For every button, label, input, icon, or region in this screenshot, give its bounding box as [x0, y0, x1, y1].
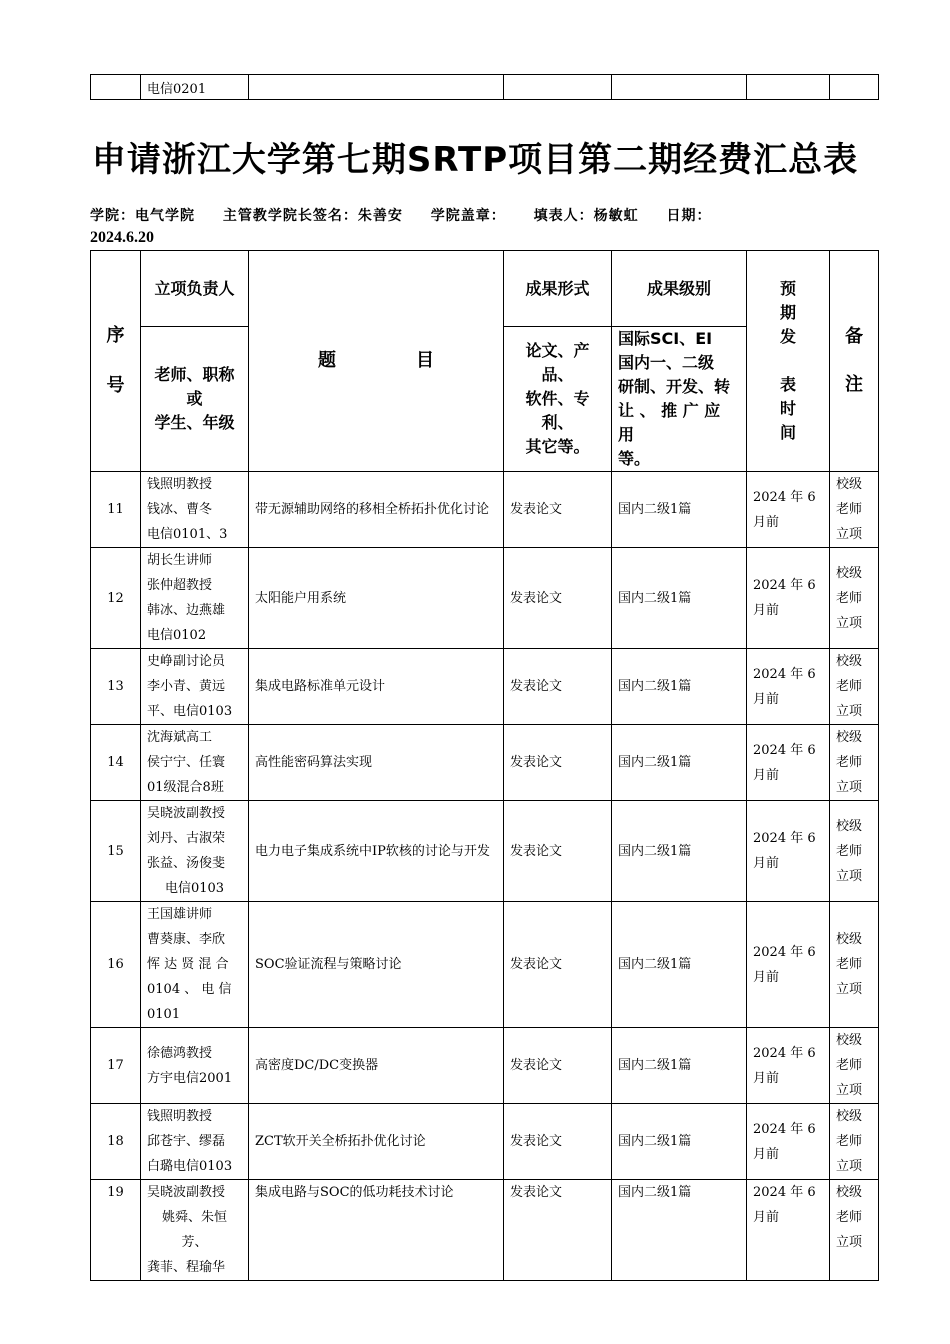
table-row: [91, 1028, 879, 1104]
leader-line: 李小青、黄远: [147, 679, 226, 694]
filler-field: 填表人：杨敏虹: [533, 208, 639, 224]
leader-subheader: [141, 327, 249, 472]
time-line: 月前: [753, 1210, 780, 1225]
note-line: 立项: [836, 704, 863, 719]
time-line: 月前: [753, 767, 780, 783]
table-row: [91, 902, 879, 1028]
note-line: 校级: [836, 932, 863, 947]
note-line: 立项: [836, 982, 863, 997]
level-cell: 国内二级1篇: [612, 1180, 747, 1281]
dean-signature-field: 主管教学院长签名：朱善安: [222, 208, 403, 224]
level-cell: 国内二级1篇: [612, 472, 747, 548]
note-line: 老师: [836, 755, 863, 770]
note-line: 老师: [836, 1210, 863, 1225]
note-line: 立项: [836, 527, 863, 542]
table-row: [91, 725, 879, 801]
note-line: 立项: [836, 615, 863, 631]
form-cell: 发表论文: [504, 472, 612, 548]
form-subheader-line: 其它等。: [525, 437, 590, 456]
level-cell: 国内二级1篇: [612, 1028, 747, 1104]
note-cell: [830, 548, 879, 649]
level-cell: 国内二级1篇: [612, 548, 747, 649]
row-number: 12: [91, 548, 141, 649]
time-header-line: 间: [779, 423, 796, 442]
note-line: 校级: [836, 477, 863, 492]
topic-header: [249, 251, 504, 472]
time-line: 2024 年 6: [753, 1121, 816, 1137]
note-header-char: 备: [845, 326, 863, 347]
leader-cell: [141, 801, 249, 902]
topic-cell: 集成电路与SOC的低功耗技术讨论: [249, 1180, 504, 1281]
note-line: 立项: [836, 868, 863, 884]
note-line: 校级: [836, 1033, 863, 1048]
topic-cell: ZCT软开关全桥拓扑优化讨论: [249, 1104, 504, 1180]
leader-cell: [141, 1028, 249, 1104]
note-line: 老师: [836, 679, 863, 694]
note-cell: [830, 1028, 879, 1104]
time-line: 月前: [753, 691, 780, 707]
time-header-line: [753, 349, 823, 373]
row-number: 19: [91, 1180, 141, 1281]
form-subheader-line: 软件、专: [525, 389, 590, 408]
time-header-line: 表: [779, 375, 796, 394]
form-cell: 发表论文: [504, 1180, 612, 1281]
note-line: 校级: [836, 1109, 863, 1124]
time-cell: [747, 472, 830, 548]
leader-line: 0101: [147, 1007, 181, 1022]
leader-line: 方宇电信2001: [147, 1070, 233, 1086]
seq-header-char: 号: [106, 375, 125, 396]
leader-line: 王国雄讲师: [147, 907, 213, 922]
leader-line: 史峥副讨论员: [147, 654, 226, 669]
note-line: 老师: [836, 1058, 863, 1073]
time-cell: [747, 725, 830, 801]
level-cell: 国内二级1篇: [612, 725, 747, 801]
time-header-line: 预: [779, 279, 796, 298]
time-cell: [747, 649, 830, 725]
topic-cell: 集成电路标准单元设计: [249, 649, 504, 725]
cell-empty: [747, 75, 830, 100]
college-seal-field: 学院盖章：: [430, 208, 506, 224]
table-row: [91, 649, 879, 725]
leader-line: 徐德鸿教授: [147, 1045, 213, 1061]
note-line: 老师: [836, 590, 863, 606]
note-cell: [830, 649, 879, 725]
topic-header-char: 题: [318, 350, 336, 371]
leader-line: 钱照明教授: [147, 477, 213, 492]
note-line: 立项: [836, 780, 863, 795]
leader-line: 芳、: [181, 1235, 208, 1250]
leader-line: 01级混合8班: [147, 780, 224, 795]
leader-subheader-line: 老师、职称: [154, 365, 235, 384]
leader-subheader-line: 学生、年级: [154, 413, 235, 432]
note-header-char: 注: [845, 374, 863, 395]
cell-empty: [249, 75, 504, 100]
level-cell: 国内二级1篇: [612, 1104, 747, 1180]
leader-line: 吴晓波副教授: [147, 1185, 226, 1200]
time-line: 2024 年 6: [753, 666, 816, 682]
time-cell: [747, 1104, 830, 1180]
note-cell: [830, 801, 879, 902]
leader-cell: [141, 548, 249, 649]
leader-line: 白璐电信0103: [147, 1159, 233, 1174]
leader-line: 韩冰、边燕雄: [147, 603, 226, 618]
leader-line: 钱照明教授: [147, 1109, 213, 1124]
level-cell: 国内二级1篇: [612, 902, 747, 1028]
topic-header-char: 目: [416, 350, 434, 371]
leader-line: 平、电信0103: [147, 704, 233, 719]
leader-line: 电信0101、3: [147, 527, 228, 542]
note-line: 校级: [836, 730, 863, 745]
time-cell: [747, 902, 830, 1028]
table-row: [91, 472, 879, 548]
note-line: 立项: [836, 1083, 863, 1098]
level-cell: 国内二级1篇: [612, 801, 747, 902]
date-label: 日期：: [666, 208, 712, 224]
note-line: 老师: [836, 843, 863, 859]
leader-cell: [141, 902, 249, 1028]
time-header-line: 期: [779, 303, 796, 322]
header-row: [91, 251, 879, 327]
row-number: 14: [91, 725, 141, 801]
table-row: [91, 1180, 879, 1281]
time-line: 月前: [753, 856, 780, 871]
note-line: 立项: [836, 1159, 863, 1174]
leader-cell: [141, 725, 249, 801]
leader-line: 张仲超教授: [147, 578, 213, 593]
note-cell: [830, 1180, 879, 1281]
time-line: 2024 年 6: [753, 489, 816, 505]
time-cell: [747, 1180, 830, 1281]
note-line: 校级: [836, 818, 863, 834]
time-cell: [747, 548, 830, 649]
time-header: [747, 251, 830, 472]
form-cell: 发表论文: [504, 725, 612, 801]
leader-cell: [141, 472, 249, 548]
topic-cell: 太阳能户用系统: [249, 548, 504, 649]
note-line: 老师: [836, 502, 863, 517]
time-header-line: 发: [779, 327, 796, 346]
time-line: 2024 年 6: [753, 578, 816, 593]
row-number: 15: [91, 801, 141, 902]
row-number: 13: [91, 649, 141, 725]
leader-cell: [141, 649, 249, 725]
time-line: 月前: [753, 1146, 780, 1162]
note-line: 老师: [836, 957, 863, 972]
level-subheader-line: 研制、开发、转: [618, 377, 731, 396]
level-subheader-line: 让 、 推 广 应 用: [618, 401, 721, 444]
leader-line: 邱苍宇、缪磊: [147, 1134, 226, 1149]
time-line: 2024 年 6: [753, 1045, 816, 1061]
row-number: 17: [91, 1028, 141, 1104]
level-subheader-line: 国内一、二级: [618, 353, 715, 372]
leader-cell: [141, 1180, 249, 1281]
date-value: 2024.6.20: [90, 229, 154, 246]
level-subheader-line: 等。: [618, 449, 651, 468]
form-cell: 发表论文: [504, 548, 612, 649]
leader-line: 张益、汤俊斐: [147, 856, 226, 871]
leader-line: 刘丹、古淑荣: [147, 831, 226, 846]
project-summary-table: [90, 250, 879, 1281]
form-subheader: [504, 327, 612, 472]
cell-empty: [91, 75, 141, 100]
time-line: 2024 年 6: [753, 1185, 816, 1200]
form-cell: 发表论文: [504, 1028, 612, 1104]
note-cell: [830, 725, 879, 801]
level-cell: 国内二级1篇: [612, 649, 747, 725]
leader-line: 龚菲、程瑜华: [147, 1260, 226, 1275]
form-cell: 发表论文: [504, 649, 612, 725]
form-cell: 发表论文: [504, 1104, 612, 1180]
note-line: 老师: [836, 1134, 863, 1149]
seq-header-char: 序: [106, 325, 125, 346]
time-line: 2024 年 6: [753, 831, 816, 846]
table-row: [91, 548, 879, 649]
leader-subheader-line: 或: [186, 389, 203, 408]
level-subheader-line: 国际SCI、EI: [618, 329, 713, 348]
time-line: 月前: [753, 603, 780, 618]
note-line: 校级: [836, 654, 863, 669]
topic-cell: SOC验证流程与策略讨论: [249, 902, 504, 1028]
form-cell: 发表论文: [504, 902, 612, 1028]
cell-empty: [612, 75, 747, 100]
note-cell: [830, 472, 879, 548]
topic-cell: 高密度DC/DC变换器: [249, 1028, 504, 1104]
leader-line: 钱冰、曹冬: [147, 502, 213, 517]
table-row: [91, 75, 879, 100]
note-line: 立项: [836, 1235, 863, 1250]
time-cell: [747, 801, 830, 902]
leader-cell: [141, 1104, 249, 1180]
level-subheader: [612, 327, 747, 472]
leader-line: 电信0102: [147, 628, 207, 643]
leader-line: 胡长生讲师: [147, 553, 213, 568]
form-subheader-line: 论文、产: [525, 341, 590, 360]
form-subheader-line: 利、: [541, 413, 574, 432]
leader-line: 恽 达 贤 混 合: [147, 957, 229, 972]
leader-line: 侯宁宁、任寰: [147, 755, 226, 770]
time-line: 月前: [753, 969, 780, 985]
note-cell: [830, 902, 879, 1028]
topic-cell: 高性能密码算法实现: [249, 725, 504, 801]
time-line: 2024 年 6: [753, 742, 816, 758]
college-field: 学院：电气学院: [90, 208, 195, 224]
row-number: 16: [91, 902, 141, 1028]
cell-empty: [830, 75, 879, 100]
seq-header: [91, 251, 141, 472]
time-line: 2024 年 6: [753, 944, 816, 960]
note-cell: [830, 1104, 879, 1180]
class-label: 电信0201: [141, 75, 249, 100]
time-cell: [747, 1028, 830, 1104]
time-line: 月前: [753, 514, 780, 530]
previous-page-table-fragment: [90, 74, 879, 100]
row-number: 11: [91, 472, 141, 548]
note-line: 校级: [836, 1185, 863, 1200]
note-line: 校级: [836, 565, 863, 581]
leader-line: 吴晓波副教授: [147, 806, 226, 821]
leader-line: 曹葵康、李欣: [147, 932, 226, 947]
cell-empty: [504, 75, 612, 100]
leader-header: 立项负责人: [141, 251, 249, 327]
row-number: 18: [91, 1104, 141, 1180]
note-header: [830, 251, 879, 472]
time-header-line: 时: [779, 399, 796, 418]
level-header: 成果级别: [612, 251, 747, 327]
leader-line: 沈海斌高工: [147, 730, 213, 745]
page-title: 申请浙江大学第七期SRTP项目第二期经费汇总表: [91, 140, 859, 180]
table-row: [91, 801, 879, 902]
form-header: 成果形式: [504, 251, 612, 327]
table-row: [91, 1104, 879, 1180]
form-cell: 发表论文: [504, 801, 612, 902]
topic-cell: 电力电子集成系统中IP软核的讨论与开发: [249, 801, 504, 902]
topic-cell: 带无源辅助网络的移相全桥拓扑优化讨论: [249, 472, 504, 548]
form-subheader-line: 品、: [541, 365, 574, 384]
leader-line: 0104 、 电 信: [147, 982, 232, 997]
leader-line: 电信0103: [164, 881, 225, 896]
form-meta: [90, 206, 880, 248]
time-line: 月前: [753, 1070, 780, 1086]
leader-line: 姚舜、朱恒: [161, 1210, 227, 1225]
